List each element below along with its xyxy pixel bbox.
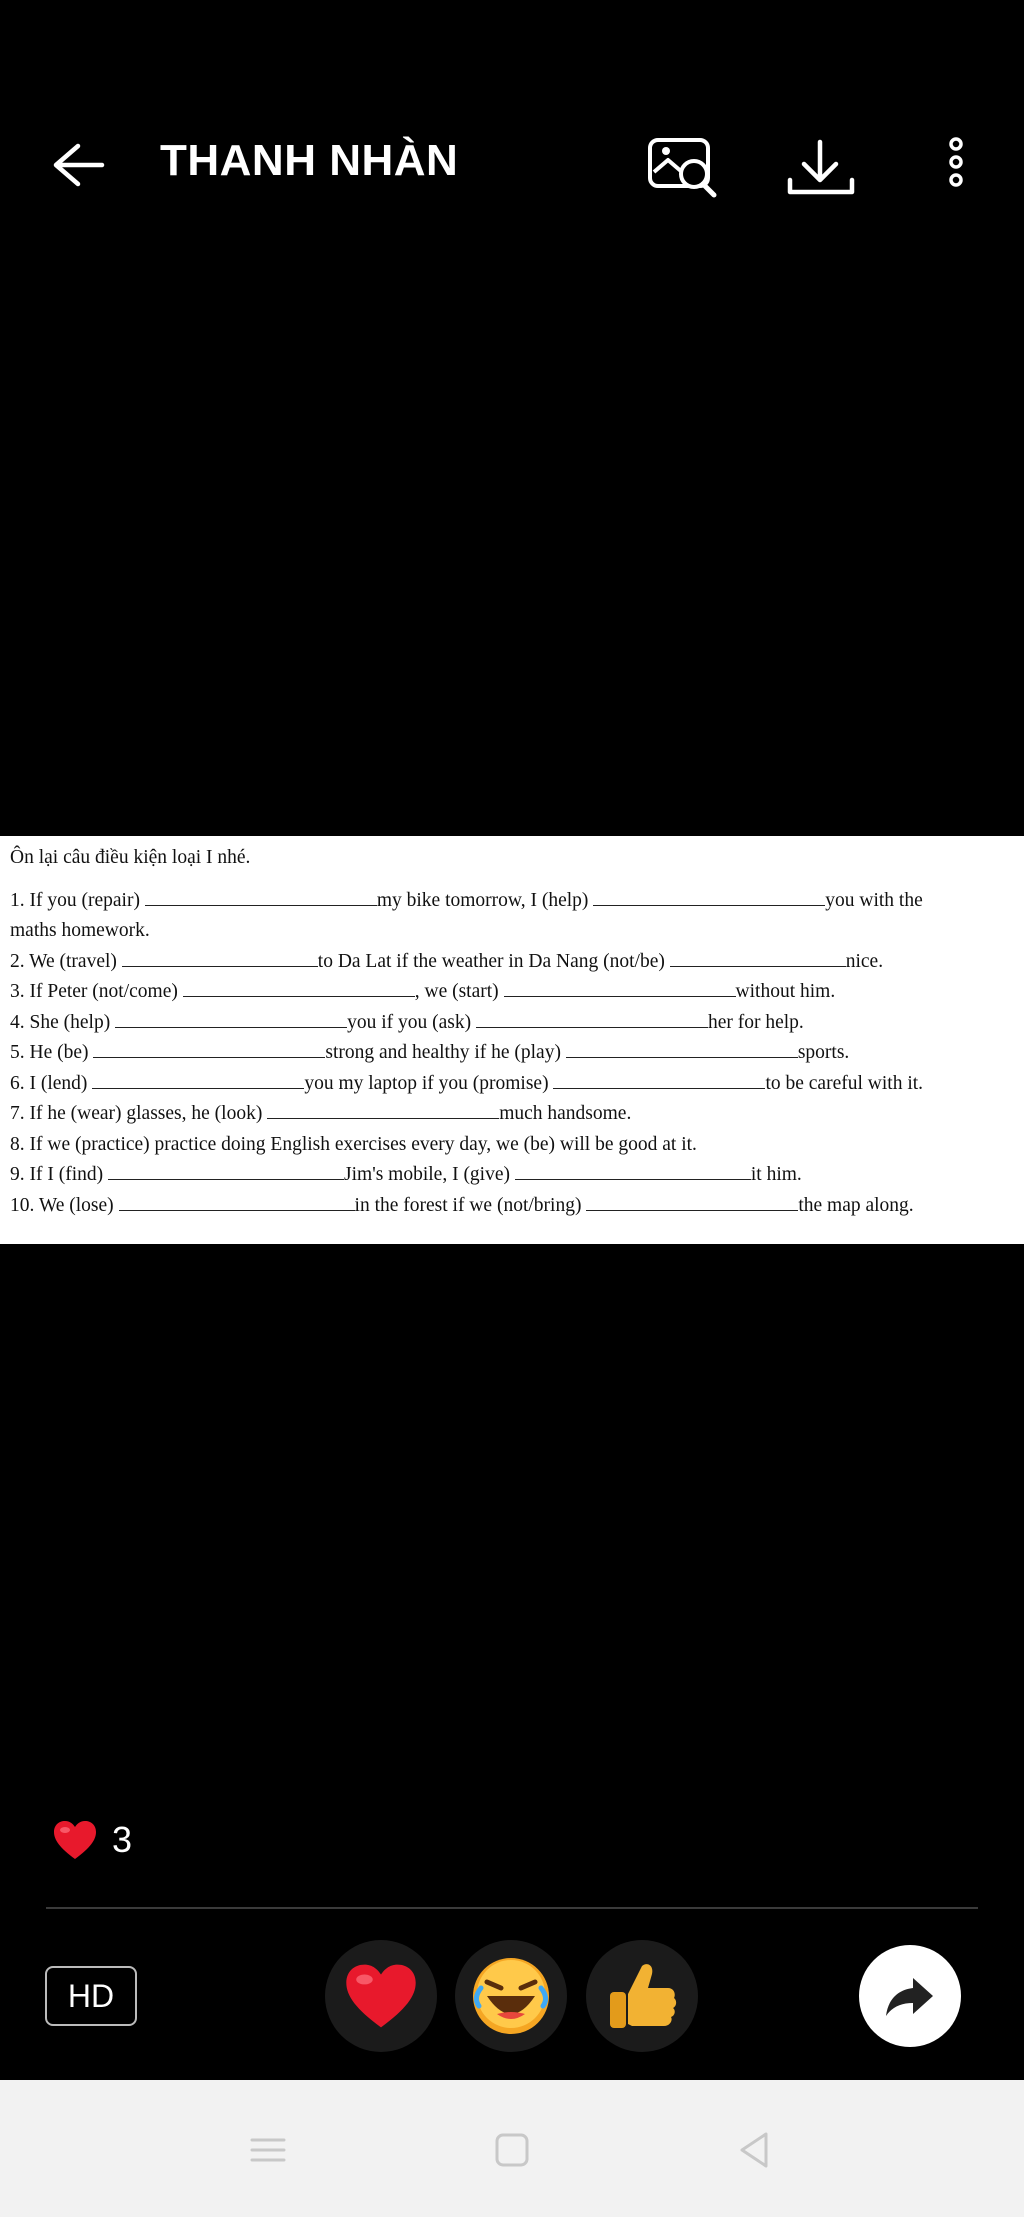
exercise-line: 7. If he (wear) glasses, he (look) much handsome. (10, 1099, 1014, 1130)
haha-reaction-button[interactable] (455, 1940, 567, 2052)
like-count: 3 (112, 1819, 133, 1860)
exercise-line: 10. We (lose) in the forest if we (not/bring) the map along. (10, 1191, 1014, 1222)
more-vertical-icon (918, 136, 978, 204)
share-arrow-icon (883, 1972, 937, 2020)
exercise-line: 8. If we (practice) practice doing English exercises every day, we (be) will be good at it. (10, 1133, 697, 1155)
image-search-button[interactable] (644, 136, 724, 204)
like-reaction-button[interactable] (586, 1940, 698, 2052)
exercise-line: 6. I (lend) you my laptop if you (promise) to be careful with it. (10, 1069, 1014, 1100)
reaction-summary[interactable] (52, 1815, 132, 1865)
download-button[interactable] (780, 136, 860, 204)
menu-lines-icon (238, 2120, 298, 2180)
download-icon (780, 136, 860, 204)
share-button[interactable] (859, 1945, 961, 2047)
page-title: THANH NHÀN (160, 136, 459, 185)
system-nav-bar (0, 2080, 1024, 2217)
laughing-face-icon (469, 1954, 553, 2038)
more-options-button[interactable] (918, 136, 978, 204)
heart-icon (52, 1819, 98, 1861)
divider (46, 1907, 978, 1909)
heart-reaction-button[interactable] (325, 1940, 437, 2052)
image-search-icon (644, 136, 724, 204)
back-arrow-icon (48, 140, 108, 190)
thumbs-up-icon (604, 1958, 680, 2034)
back-triangle-icon (724, 2120, 784, 2180)
exercise-line: 5. He (be) strong and healthy if he (play) sports. (10, 1038, 1014, 1069)
recent-apps-button[interactable] (238, 2120, 298, 2180)
home-square-icon (482, 2120, 542, 2180)
exercise-line: 2. We (travel) to Da Lat if the weather in Da Nang (not/be) nice. (10, 947, 1014, 978)
exercise-line: 9. If I (find) Jim's mobile, I (give) it him. (10, 1160, 1014, 1191)
top-bar (0, 100, 1024, 230)
heart-icon (343, 1961, 419, 2031)
hd-toggle-button[interactable]: HD (45, 1966, 137, 2026)
exercise-line: 1. If you (repair) my bike tomorrow, I (help) you with the (10, 886, 1014, 917)
exercise-line: maths homework. (10, 920, 150, 941)
photo-heading: Ôn lại câu điều kiện loại I nhé. (10, 847, 251, 868)
system-back-button[interactable] (724, 2120, 784, 2180)
home-button[interactable] (482, 2120, 542, 2180)
exercise-line: 3. If Peter (not/come) , we (start) without him. (10, 977, 1014, 1008)
exercise-line: 4. She (help) you if you (ask) her for help. (10, 1008, 1014, 1039)
exercise-photo[interactable] (0, 836, 1024, 1244)
back-button[interactable] (48, 140, 108, 190)
